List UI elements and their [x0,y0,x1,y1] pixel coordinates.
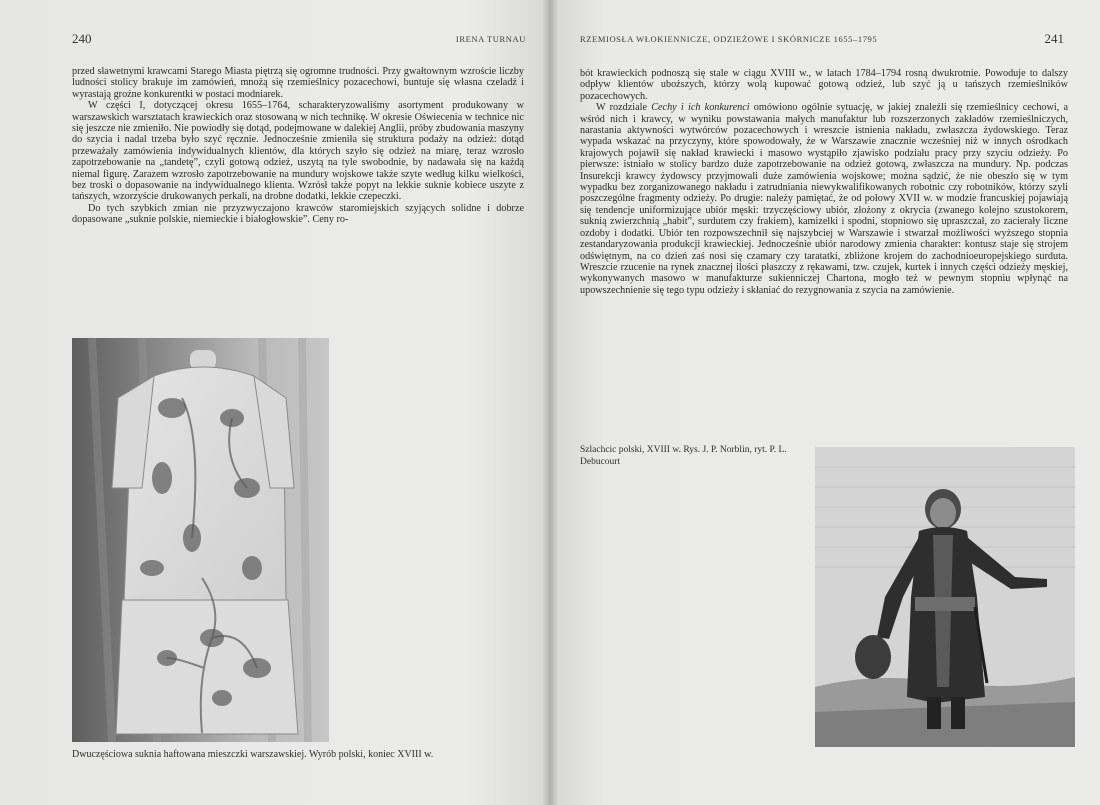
left-body-text [72,66,524,226]
paragraph: W części I, dotyczącej okresu 1655–1764, scharakteryzowaliśmy asortyment produkowany w warszawskich warsztatach krawieckich oraz stosowaną w nich technikę. W okresie Oświecenia w technice nic się jeszcze nie zmieniło. Nie powiodły się dotąd, podejmowane w dalekiej Anglii, próby zbudowania maszyny do szycia i nadal trzeba było szyć ręcznie. Jednocześnie zmieniła się struktura podaży na odzież: dotąd przeważały zamówienia indywidualnych klientów, dla których szyło się odzież na miarę, teraz wzrosło zapotrzebowanie na „tandetę”, czyli gotową odzież, uszytą na tyle swobodnie, by nadawała się na każdą niemal figurę. Zarazem wzrosło zapotrzebowanie na mundury wojskowe także szyte według kilku wielkości, bez troski o dopasowanie na indywidualnego klienta. Wzrósł także popyt na lekkie suknie kobiece uszyte z tańszych, wzorzyście drukowanych perkali, na drobne dodatki, lekkie czepeczki. [72,100,524,203]
page-number-right: 241 [1044,31,1064,46]
page-number-left: 240 [72,31,92,46]
nobleman-illustration [815,447,1075,747]
running-head-left: IRENA TURNAU [455,34,526,44]
paragraph: bót krawieckich podnoszą się stale w ciągu XVIII w., w latach 1784–1794 rosną dwukrotnie. Powoduje to dalszy odpływ klientów uboższych, którzy wolą kupować gotową odzież, lub szyć ją u tańszych rzemieślników pozacechowych. [580,68,1068,102]
right-page [550,0,1100,805]
paragraph-lead: W rozdziale [596,102,652,114]
paragraph-rest: omówiono ogólnie sytuację, w jakiej znaleźli się rzemieślnicy cechowi, a wśród nich i krawcy, w wyniku powstawania małych manufaktur lub rozszerzonych zakładów rzemieślniczych, narastania aktywności wytwórców pozacechowych i wreszcie istnienia nakładu, zwłaszcza żydowskiego. Teraz wypada wskazać na przyczyny, które spowodowały, że w Warszawie znacznie wcześniej niż w innych ośrodkach krajowych pojawił się nakład krawiecki i masowo wystąpiło zjawisko podziału pracy przy szyciu odzieży. Po pierwsze: istniało w stolicy bardzo duże zapotrzebowanie na odzież gotową, zwłaszcza na mundury. Np. podczas Insurekcji krawcy żydowscy przyjmowali duże zamówienia wojskowe; można sądzić, że nie obeszło się w tym wypadku bez zorganizowanego nakładu i zatrudniania niewykwalifikowanych robotnic czy robotników, którzy szyli poszczególne fragmenty odzieży. Po drugie: należy pamiętać, że od połowy XVII w. w modzie francuskiej pojawiają się tendencje uniformizujące ubiór męski: trzyczęściowy ubiór, złożony z okrycia (zwanego kolejno szustokorem, suknią zwierzchnią „habit”, surdutem czy frakiem), kamizelki i spodni, stopniowo się upraszczał, zo zacierały liczne ozdoby i dodatki. Ubiór ten rozpowszechnił się najszybciej w Warszawie i stwarzał możliwości wyższego stopnia zestandaryzowania produkcji krawieckiej. Jednocześnie ubiór narodowy zmienia charakter: kontusz staje się strojem odświętnym, na co dzień zaś nosi się czamary czy taratatki, zbliżone krojem do zachodnioeuropejskiego surduta. Wreszcie rzucenie na rynek znacznej ilości płaszczy z rękawami, tzw. czujek, kurtek i innych części odzieży męskiej, wykonywanych masowo w manufakturze sukienniczej Chartona, mogło też w pewnym stopniu wpłynąć na upowszechnienie się tego typu odzieży i skłaniać do rezygnowania z szycia na zamówienie. [580,102,1069,296]
polish-nobleman-engraving [815,447,1075,747]
figure-caption-left: Dwuczęściowa suknia haftowana mieszczki warszawskiej. Wyrób polski, koniec XVIII w. [72,749,434,760]
paragraph [580,102,1068,296]
paragraph: przed sławetnymi krawcami Starego Miasta piętrzą się ogromne trudności. Przy gwałtownym wzroście liczby ludności stolicy brakuje im zamówień, mnożą się rzemieślnicy pozacechowi, buntuje się własna czeladź i wyrastają groźne konkurentki w postaci modniarek. [72,66,524,100]
dress-illustration [72,338,329,742]
running-head-right: RZEMIOSŁA WŁOKIENNICZE, ODZIEŻOWE I SKÓRNICZE 1655–1795 [580,34,878,44]
paragraph: Do tych szybkich zmian nie przyzwyczajono krawców staromiejskich szyjących solidne i dobrze dopasowane „suknie polskie, niemieckie i białogłowskie”. Ceny ro- [72,202,524,226]
chapter-reference: Cechy i ich konkurenci [651,102,750,114]
embroidered-dress-photo [72,338,329,742]
figure-caption-right: Szlachcic polski, XVIII w. Rys. J. P. Norblin, ryt. P. L. Debucourt [580,445,787,467]
right-body-text [580,68,1068,296]
